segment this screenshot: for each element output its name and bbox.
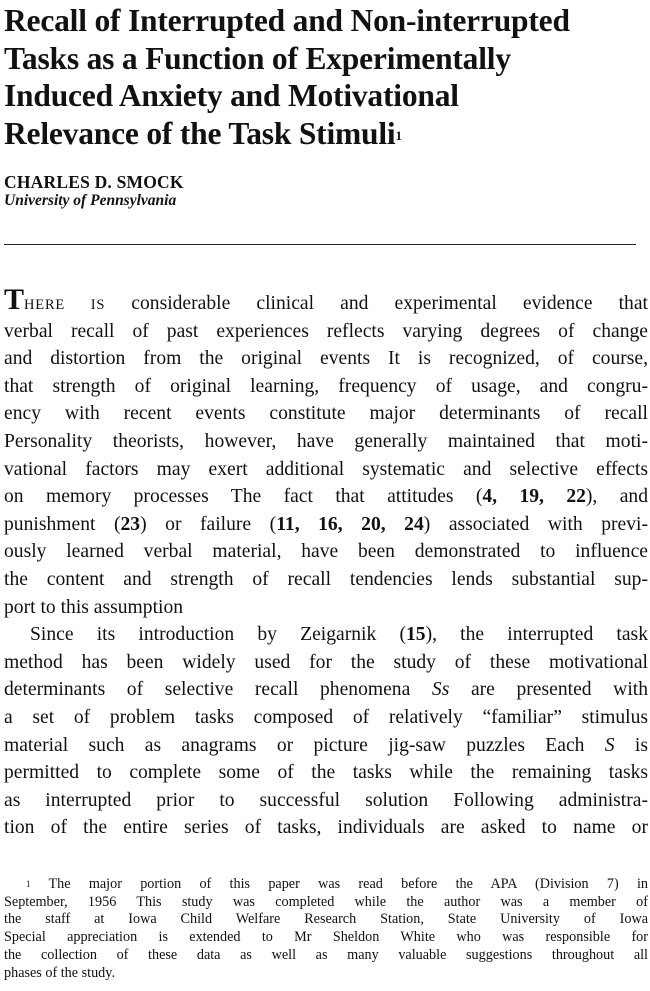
body-text-fragment: ) or failure ( bbox=[140, 513, 277, 535]
small-caps-opening: HERE IS bbox=[24, 297, 106, 313]
body-text-fragment: are presented with bbox=[449, 679, 649, 701]
article-title bbox=[4, 2, 644, 152]
author-name: CHARLES D. SMOCK bbox=[4, 172, 184, 192]
body-line: vational factors may exert additional systematic and selective effects bbox=[4, 458, 648, 480]
footnote-mark: 1 bbox=[26, 879, 31, 889]
body-line: ency with recent events constitute major determinants of recall bbox=[4, 403, 648, 425]
body-text-fragment: determinants of selective recall phenomena bbox=[4, 679, 432, 701]
body-line: tion of the entire series of tasks, individuals are asked to name or bbox=[4, 817, 648, 839]
author-affiliation: University of Pennsylvania bbox=[4, 192, 177, 209]
body-line: the content and strength of recall tendencies lends substantial sup- bbox=[4, 568, 648, 590]
body-line: port to this assumption bbox=[4, 596, 184, 618]
footnote-line: the collection of these data as well as many valuable suggestions throughout all bbox=[4, 946, 648, 963]
body-line-text: considerable clinical and experimental evidence that bbox=[105, 293, 648, 314]
title-line-text: Relevance of the Task Stimuli bbox=[4, 115, 396, 151]
body-text-fragment: is bbox=[614, 734, 648, 756]
body-line: that strength of original learning, frequency of usage, and congru- bbox=[4, 375, 648, 397]
body-text-fragment: ), and bbox=[585, 486, 648, 508]
article-body bbox=[4, 283, 649, 842]
body-line: a set of problem tasks composed of relatively “familiar” stimulus bbox=[4, 706, 648, 728]
body-text-fragment: Since its introduction by Zeigarnik ( bbox=[30, 624, 406, 646]
body-line: method has been widely used for the study of these motivational bbox=[4, 651, 648, 673]
footnote-text: The major portion of this paper was read before the APA (Division 7) in bbox=[30, 876, 648, 892]
body-line: as interrupted prior to successful solution Following administra- bbox=[4, 789, 648, 811]
body-line: verbal recall of past experiences reflects varying degrees of change bbox=[4, 320, 648, 342]
body-text-fragment: punishment ( bbox=[4, 513, 121, 535]
body-line: permitted to complete some of the tasks while the remaining tasks bbox=[4, 762, 648, 784]
title-footnote-mark: 1 bbox=[395, 127, 402, 143]
italic-term: S bbox=[604, 734, 615, 756]
footnote-line: September, 1956 This study was completed while the author was a member of bbox=[4, 893, 648, 910]
body-text-fragment: material such as anagrams or picture jig-saw puzzles Each bbox=[4, 734, 605, 756]
body-line bbox=[4, 732, 648, 760]
title-line: Recall of Interrupted and Non-interrupted bbox=[4, 3, 570, 38]
body-line: Personality theorists, however, have generally maintained that moti- bbox=[4, 430, 648, 452]
body-line bbox=[4, 283, 648, 318]
citation-refs: 11, 16, 20, 24 bbox=[276, 513, 424, 535]
footnote-line: Special appreciation is extended to Mr Sheldon White who was responsible for bbox=[4, 929, 648, 946]
body-text-fragment: on memory processes The fact that attitudes ( bbox=[4, 486, 483, 508]
footnote bbox=[4, 876, 648, 982]
body-line: ously learned verbal material, have been demonstrated to influence bbox=[4, 541, 648, 563]
body-line bbox=[4, 511, 648, 539]
footnote-line: the staff at Iowa Child Welfare Research Station, State University of Iowa bbox=[4, 911, 648, 928]
body-text-fragment: ) associated with previ- bbox=[423, 513, 649, 535]
footnote-line: phases of the study. bbox=[4, 964, 115, 981]
body-text-fragment: ), the interrupted task bbox=[425, 624, 648, 646]
title-line bbox=[4, 115, 644, 153]
footnote-line bbox=[4, 876, 648, 894]
body-line: and distortion from the original events It is recognized, of course, bbox=[4, 348, 648, 370]
title-line: Tasks as a Function of Experimentally bbox=[4, 40, 511, 76]
citation-refs: 4, 19, 22 bbox=[482, 486, 586, 508]
citation-refs: 15 bbox=[405, 624, 426, 646]
body-line bbox=[4, 676, 648, 704]
body-line bbox=[4, 621, 648, 649]
header-divider bbox=[4, 244, 636, 245]
drop-cap: T bbox=[4, 283, 25, 316]
italic-term: Ss bbox=[431, 679, 450, 701]
body-line bbox=[4, 483, 648, 511]
citation-refs: 23 bbox=[120, 513, 141, 535]
title-line: Induced Anxiety and Motivational bbox=[4, 78, 459, 113]
